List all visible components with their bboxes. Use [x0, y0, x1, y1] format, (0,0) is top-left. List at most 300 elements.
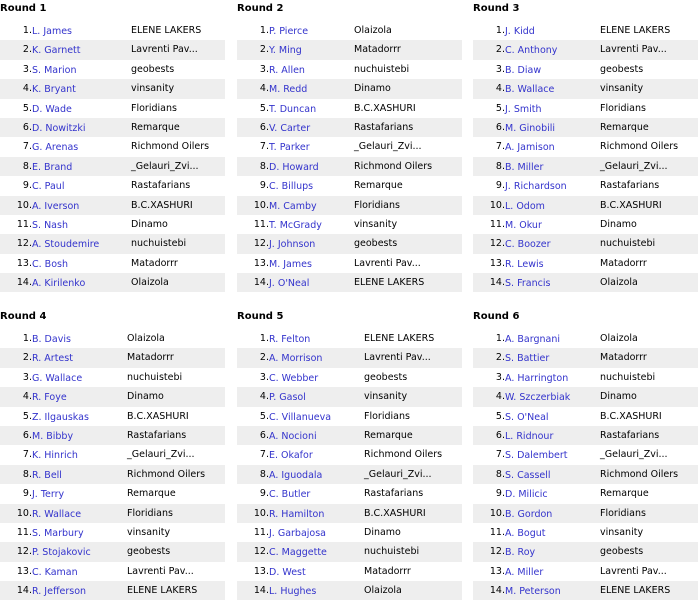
player-link[interactable]: M. James — [269, 258, 312, 270]
player-link[interactable]: J. Garbajosa — [269, 527, 327, 539]
pick-row — [0, 40, 225, 59]
team-name: geobests — [131, 63, 175, 75]
pick-number: 13. — [253, 257, 269, 269]
pick-row — [237, 137, 462, 156]
player-link[interactable]: K. Bryant — [32, 84, 76, 96]
team-name: Olaizola — [354, 25, 392, 36]
team-name: B.C.XASHURI — [131, 199, 193, 211]
player-link[interactable]: C. Webber — [269, 372, 319, 384]
pick-number: 14. — [489, 277, 505, 289]
pick-number: 11. — [253, 526, 269, 538]
pick-number: 12. — [489, 238, 505, 250]
team-name: Richmond Oilers — [354, 160, 433, 172]
team-name: Remarque — [364, 429, 413, 441]
team-name: _Gelauri_Zvi... — [600, 449, 668, 461]
player-link[interactable]: A. Kirilenko — [32, 278, 86, 290]
team-name: Dinamo — [364, 526, 401, 538]
player-link[interactable]: S. Nash — [32, 219, 68, 231]
pick-row — [237, 21, 462, 40]
team-name: Olaizola — [600, 277, 638, 289]
pick-row — [473, 254, 698, 273]
player-link[interactable]: K. Hinrich — [32, 450, 78, 462]
player-link[interactable]: L. Ridnour — [505, 430, 554, 442]
team-name: ELENE LAKERS — [600, 585, 671, 597]
player-link[interactable]: J. Terry — [32, 489, 65, 501]
pick-number: 9. — [22, 180, 32, 192]
player-link[interactable]: B. Diaw — [505, 64, 542, 76]
pick-number: 5. — [259, 410, 269, 422]
pick-number: 1. — [22, 333, 32, 344]
player-link[interactable]: D. Milicic — [505, 489, 548, 501]
team-name: Rastafarians — [131, 180, 191, 192]
pick-row — [237, 254, 462, 273]
team-name: geobests — [127, 546, 171, 558]
pick-row — [0, 196, 225, 215]
player-link[interactable]: C. Bosh — [32, 258, 68, 270]
pick-row — [237, 581, 462, 600]
pick-row — [0, 523, 225, 542]
pick-number: 3. — [259, 371, 269, 383]
round-title: Round 1 — [0, 3, 47, 14]
team-name: Richmond Oilers — [127, 468, 206, 480]
pick-list — [237, 329, 462, 600]
pick-number: 4. — [22, 391, 32, 403]
player-link[interactable]: B. Davis — [32, 334, 71, 345]
team-name: _Gelauri_Zvi... — [131, 160, 199, 172]
player-link[interactable]: J. Smith — [505, 103, 542, 115]
pick-number: 2. — [22, 352, 32, 364]
player-link[interactable]: Z. Ilgauskas — [32, 411, 89, 423]
player-link[interactable]: C. Villanueva — [269, 411, 332, 423]
player-link[interactable]: L. Odom — [505, 200, 545, 212]
pick-row — [237, 562, 462, 581]
pick-number: 8. — [259, 160, 269, 172]
player-link[interactable]: T. Duncan — [269, 103, 317, 115]
pick-row — [0, 215, 225, 234]
pick-number: 5. — [22, 102, 32, 114]
pick-row — [473, 137, 698, 156]
team-name: geobests — [354, 238, 398, 250]
pick-number: 4. — [22, 83, 32, 95]
pick-row — [473, 157, 698, 176]
pick-row — [473, 60, 698, 79]
pick-row — [473, 99, 698, 118]
player-link[interactable]: D. Howard — [269, 161, 319, 173]
team-name: Lavrenti Pav... — [127, 565, 194, 577]
player-link[interactable]: A. Stoudemire — [32, 239, 100, 251]
team-name: nuchuistebi — [354, 63, 410, 75]
pick-list — [0, 21, 225, 292]
player-link[interactable]: M. Ginobili — [505, 122, 556, 134]
pick-row — [0, 562, 225, 581]
pick-row — [473, 523, 698, 542]
team-name: Lavrenti Pav... — [354, 257, 421, 269]
team-name: Lavrenti Pav... — [600, 44, 667, 56]
team-name: Remarque — [127, 488, 176, 500]
pick-number: 12. — [16, 238, 32, 250]
pick-row — [237, 426, 462, 445]
team-name: B.C.XASHURI — [364, 507, 426, 519]
pick-row — [0, 445, 225, 464]
pick-row — [237, 348, 462, 367]
player-link[interactable]: R. Artest — [32, 353, 73, 365]
player-link[interactable]: J. Kidd — [505, 26, 535, 37]
pick-number: 7. — [22, 141, 32, 153]
pick-row — [237, 523, 462, 542]
pick-number: 1. — [495, 25, 505, 36]
pick-row — [0, 234, 225, 253]
pick-number: 5. — [259, 102, 269, 114]
player-link[interactable]: B. Wallace — [505, 84, 555, 96]
player-link[interactable]: G. Arenas — [32, 142, 79, 154]
pick-number: 8. — [22, 160, 32, 172]
pick-number: 10. — [16, 507, 32, 519]
player-link[interactable]: R. Felton — [269, 334, 311, 345]
pick-number: 13. — [16, 565, 32, 577]
pick-row — [473, 329, 698, 348]
player-link[interactable]: S. Battier — [505, 353, 550, 365]
pick-row — [237, 273, 462, 292]
pick-number: 14. — [16, 277, 32, 289]
player-link[interactable]: R. Allen — [269, 64, 305, 76]
round-title: Round 6 — [473, 311, 520, 322]
pick-row — [237, 60, 462, 79]
team-name: nuchuistebi — [127, 371, 183, 383]
pick-row — [237, 215, 462, 234]
pick-row — [0, 504, 225, 523]
pick-number: 13. — [16, 257, 32, 269]
pick-row — [237, 118, 462, 137]
pick-row — [0, 484, 225, 503]
pick-number: 14. — [253, 277, 269, 289]
team-name: Remarque — [600, 488, 649, 500]
player-link[interactable]: J. O'Neal — [269, 278, 310, 290]
team-name: geobests — [364, 371, 408, 383]
team-name: ELENE LAKERS — [364, 333, 435, 344]
player-link[interactable]: Y. Ming — [269, 45, 302, 57]
team-name: Olaizola — [364, 585, 402, 597]
team-name: ELENE LAKERS — [127, 585, 198, 597]
player-link[interactable]: M. Okur — [505, 219, 542, 231]
team-name: Olaizola — [127, 333, 165, 344]
pick-row — [473, 581, 698, 600]
pick-row — [473, 118, 698, 137]
player-link[interactable]: C. Anthony — [505, 45, 558, 57]
team-name: geobests — [600, 63, 644, 75]
pick-row — [473, 426, 698, 445]
player-link[interactable]: V. Carter — [269, 122, 311, 134]
pick-number: 10. — [489, 507, 505, 519]
team-name: Rastafarians — [127, 429, 187, 441]
pick-list — [0, 329, 225, 600]
player-link[interactable]: C. Boozer — [505, 239, 551, 251]
player-link[interactable]: D. West — [269, 566, 306, 578]
pick-number: 9. — [495, 180, 505, 192]
player-link[interactable]: S. O'Neal — [505, 411, 549, 423]
player-link[interactable]: D. Nowitzki — [32, 122, 86, 134]
pick-row — [0, 407, 225, 426]
pick-row — [237, 504, 462, 523]
player-link[interactable]: J. Johnson — [269, 239, 316, 251]
pick-row — [473, 273, 698, 292]
pick-row — [237, 157, 462, 176]
team-name: Rastafarians — [600, 429, 660, 441]
player-link[interactable]: C. Kaman — [32, 566, 78, 578]
pick-row — [473, 215, 698, 234]
pick-row — [473, 562, 698, 581]
pick-row — [473, 40, 698, 59]
team-name: ELENE LAKERS — [600, 25, 671, 36]
pick-number: 8. — [495, 468, 505, 480]
player-link[interactable]: C. Butler — [269, 489, 311, 501]
pick-number: 2. — [259, 352, 269, 364]
pick-row — [0, 329, 225, 348]
player-link[interactable]: T. McGrady — [269, 219, 322, 231]
pick-number: 14. — [489, 585, 505, 597]
team-name: Dinamo — [131, 218, 168, 230]
pick-row — [473, 465, 698, 484]
pick-row — [237, 329, 462, 348]
pick-row — [473, 504, 698, 523]
player-link[interactable]: R. Wallace — [32, 508, 82, 520]
player-link[interactable]: T. Parker — [269, 142, 310, 154]
pick-number: 7. — [495, 141, 505, 153]
player-link[interactable]: E. Okafor — [269, 450, 313, 462]
pick-number: 7. — [22, 449, 32, 461]
pick-row — [0, 426, 225, 445]
pick-number: 3. — [22, 63, 32, 75]
pick-row — [473, 445, 698, 464]
pick-row — [473, 79, 698, 98]
player-link[interactable]: A. Bogut — [505, 527, 546, 539]
pick-row — [0, 176, 225, 195]
player-link[interactable]: M. Peterson — [505, 586, 561, 598]
pick-number: 10. — [16, 199, 32, 211]
pick-row — [0, 542, 225, 561]
team-name: Olaizola — [600, 333, 638, 344]
pick-number: 12. — [253, 238, 269, 250]
pick-number: 4. — [259, 391, 269, 403]
player-link[interactable]: R. Lewis — [505, 258, 544, 270]
pick-list — [473, 21, 698, 292]
team-name: Remarque — [131, 121, 180, 133]
team-name: Dinamo — [354, 83, 391, 95]
pick-number: 7. — [259, 449, 269, 461]
pick-row — [237, 465, 462, 484]
player-link[interactable]: G. Wallace — [32, 372, 83, 384]
player-link[interactable]: L. Hughes — [269, 586, 317, 598]
player-link[interactable]: A. Iverson — [32, 200, 80, 212]
pick-number: 13. — [489, 565, 505, 577]
player-link[interactable]: A. Nocioni — [269, 430, 317, 442]
player-link[interactable]: A. Bargnani — [505, 334, 560, 345]
pick-row — [0, 581, 225, 600]
player-link[interactable]: S. Dalembert — [505, 450, 568, 462]
pick-row — [237, 407, 462, 426]
team-name: B.C.XASHURI — [354, 102, 416, 114]
pick-number: 10. — [253, 507, 269, 519]
team-name: Lavrenti Pav... — [600, 565, 667, 577]
pick-row — [0, 254, 225, 273]
player-link[interactable]: R. Hamilton — [269, 508, 325, 520]
round-title: Round 3 — [473, 3, 520, 14]
player-link[interactable]: P. Gasol — [269, 392, 306, 404]
team-name: Rastafarians — [600, 180, 660, 192]
player-link[interactable]: B. Miller — [505, 161, 544, 173]
team-name: Matadorrr — [364, 565, 411, 577]
pick-number: 12. — [16, 546, 32, 558]
player-link[interactable]: S. Cassell — [505, 469, 551, 481]
player-link[interactable]: R. Jefferson — [32, 586, 87, 598]
pick-number: 3. — [259, 63, 269, 75]
pick-number: 1. — [22, 25, 32, 36]
team-name: vinsanity — [364, 391, 408, 403]
team-name: ELENE LAKERS — [354, 277, 425, 289]
pick-row — [237, 99, 462, 118]
round-title: Round 5 — [237, 311, 284, 322]
pick-number: 10. — [253, 199, 269, 211]
team-name: Remarque — [354, 180, 403, 192]
pick-row — [0, 368, 225, 387]
pick-number: 2. — [495, 44, 505, 56]
pick-number: 10. — [489, 199, 505, 211]
pick-row — [237, 542, 462, 561]
pick-number: 4. — [495, 83, 505, 95]
team-name: B.C.XASHURI — [127, 410, 189, 422]
pick-number: 11. — [16, 218, 32, 230]
player-link[interactable]: B. Gordon — [505, 508, 553, 520]
pick-number: 6. — [495, 121, 505, 133]
team-name: Dinamo — [127, 391, 164, 403]
pick-number: 1. — [495, 333, 505, 344]
pick-number: 9. — [259, 180, 269, 192]
team-name: Floridians — [131, 102, 177, 114]
pick-row — [237, 387, 462, 406]
player-link[interactable]: C. Maggette — [269, 547, 327, 559]
player-link[interactable]: B. Roy — [505, 547, 536, 559]
team-name: Floridians — [364, 410, 410, 422]
pick-number: 2. — [22, 44, 32, 56]
player-link[interactable]: W. Szczerbiak — [505, 392, 571, 404]
pick-row — [237, 196, 462, 215]
pick-row — [0, 465, 225, 484]
pick-row — [473, 196, 698, 215]
pick-list — [473, 329, 698, 600]
team-name: Matadorrr — [127, 352, 174, 364]
team-name: B.C.XASHURI — [600, 410, 662, 422]
pick-number: 9. — [259, 488, 269, 500]
pick-number: 5. — [495, 410, 505, 422]
player-link[interactable]: C. Billups — [269, 181, 314, 193]
pick-number: 12. — [253, 546, 269, 558]
pick-row — [0, 348, 225, 367]
pick-number: 11. — [253, 218, 269, 230]
pick-number: 4. — [495, 391, 505, 403]
pick-number: 12. — [489, 546, 505, 558]
player-link[interactable]: S. Francis — [505, 278, 551, 290]
pick-number: 9. — [22, 488, 32, 500]
team-name: B.C.XASHURI — [600, 199, 662, 211]
pick-number: 9. — [495, 488, 505, 500]
team-name: Richmond Oilers — [600, 468, 679, 480]
pick-row — [0, 79, 225, 98]
player-link[interactable]: R. Foye — [32, 392, 67, 404]
player-link[interactable]: L. James — [32, 26, 73, 37]
pick-number: 3. — [22, 371, 32, 383]
pick-number: 14. — [253, 585, 269, 597]
pick-row — [473, 348, 698, 367]
player-link[interactable]: M. Camby — [269, 200, 317, 212]
player-link[interactable]: S. Marion — [32, 64, 77, 76]
player-link[interactable]: M. Bibby — [32, 430, 74, 442]
player-link[interactable]: D. Wade — [32, 103, 72, 115]
pick-number: 7. — [495, 449, 505, 461]
player-link[interactable]: M. Redd — [269, 84, 308, 96]
player-link[interactable]: E. Brand — [32, 161, 73, 173]
pick-number: 8. — [495, 160, 505, 172]
pick-row — [473, 484, 698, 503]
pick-row — [0, 137, 225, 156]
player-link[interactable]: R. Bell — [32, 469, 62, 481]
team-name: Floridians — [354, 199, 400, 211]
player-link[interactable]: S. Marbury — [32, 527, 84, 539]
team-name: _Gelauri_Zvi... — [354, 141, 422, 153]
player-link[interactable]: A. Iguodala — [269, 469, 323, 481]
team-name: geobests — [600, 546, 644, 558]
pick-row — [237, 234, 462, 253]
player-link[interactable]: A. Harrington — [505, 372, 569, 384]
player-link[interactable]: P. Stojakovic — [32, 547, 91, 559]
pick-number: 2. — [495, 352, 505, 364]
pick-row — [237, 484, 462, 503]
team-name: ELENE LAKERS — [131, 25, 202, 36]
pick-row — [473, 234, 698, 253]
team-name: Richmond Oilers — [364, 449, 443, 461]
pick-number: 3. — [495, 63, 505, 75]
player-link[interactable]: P. Pierce — [269, 26, 309, 37]
team-name: Matadorrr — [131, 257, 178, 269]
player-link[interactable]: C. Paul — [32, 181, 65, 193]
team-name: nuchuistebi — [364, 546, 420, 558]
team-name: vinsanity — [127, 526, 171, 538]
team-name: Olaizola — [131, 277, 169, 289]
team-name: Matadorrr — [354, 44, 401, 56]
player-link[interactable]: A. Jamison — [505, 142, 555, 154]
pick-number: 11. — [489, 218, 505, 230]
pick-number: 6. — [22, 121, 32, 133]
pick-row — [237, 40, 462, 59]
team-name: Rastafarians — [364, 488, 424, 500]
pick-number: 1. — [259, 25, 269, 36]
pick-row — [0, 273, 225, 292]
team-name: Dinamo — [600, 391, 637, 403]
team-name: nuchuistebi — [600, 371, 656, 383]
team-name: Floridians — [600, 102, 646, 114]
pick-list — [237, 21, 462, 292]
team-name: Dinamo — [600, 218, 637, 230]
team-name: Rastafarians — [354, 121, 414, 133]
team-name: vinsanity — [131, 83, 175, 95]
team-name: vinsanity — [600, 526, 644, 538]
team-name: _Gelauri_Zvi... — [127, 449, 195, 461]
player-link[interactable]: A. Miller — [505, 566, 544, 578]
pick-number: 13. — [489, 257, 505, 269]
pick-number: 14. — [16, 585, 32, 597]
pick-number: 5. — [495, 102, 505, 114]
player-link[interactable]: A. Morrison — [269, 353, 323, 365]
player-link[interactable]: J. Richardson — [505, 181, 567, 193]
player-link[interactable]: K. Garnett — [32, 45, 81, 57]
